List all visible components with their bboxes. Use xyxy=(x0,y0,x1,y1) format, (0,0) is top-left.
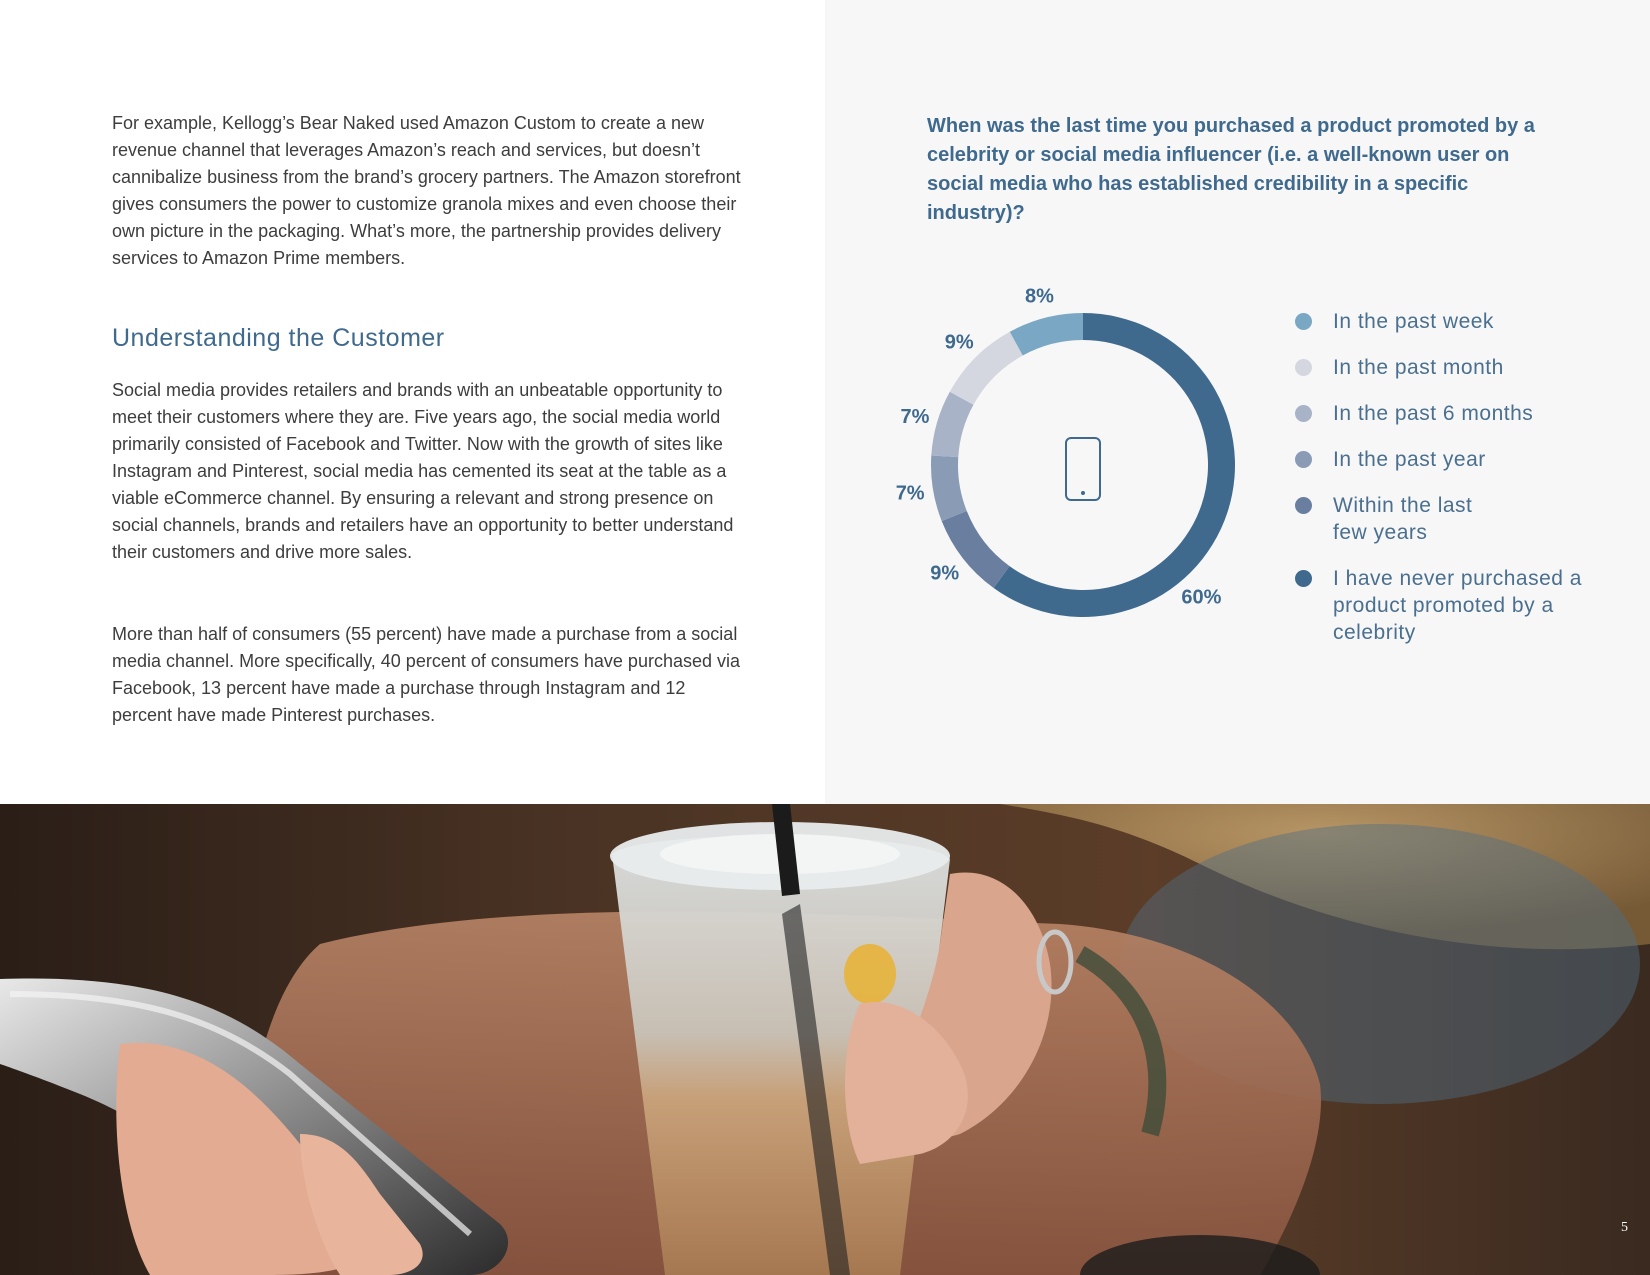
donut-label-5: 9% xyxy=(930,562,960,585)
chart-legend xyxy=(1292,308,1592,665)
legend-dot-icon xyxy=(1295,405,1312,422)
legend-dot-icon xyxy=(1295,497,1312,514)
legend-label: In the past week xyxy=(1333,310,1494,333)
legend-dot-icon xyxy=(1295,451,1312,468)
donut-label-1: 8% xyxy=(1025,285,1054,308)
donut-label-4: 7% xyxy=(895,482,925,505)
legend-item-4 xyxy=(1292,446,1592,473)
donut-slice-6 xyxy=(994,313,1235,617)
legend-item-3 xyxy=(1292,400,1592,427)
legend-item-2 xyxy=(1292,354,1592,381)
legend-dot-icon xyxy=(1295,359,1312,376)
paragraph-social-media: Social media provides retailers and brands with an unbeatable opportunity to meet their customers where they are. Five years ago, the social media world primarily consisted of Facebook and Twitter. Now with the growth of sites like Instagram and Pinterest, social media has cemented its seat at the table as a viable eCommerce channel. By ensuring a relevant and strong presence on social channels, brands and retailers have an opportunity to better understand their customers and drive more sales. xyxy=(112,380,734,562)
donut-label-2: 9% xyxy=(944,331,974,354)
donut-slice-3 xyxy=(931,392,973,457)
paragraph-bear-naked: For example, Kellogg’s Bear Naked used Amazon Custom to create a new revenue channel that leverages Amazon’s reach and services, but doesn’t cannibalize business from the brand’s grocery partners. The Amazon storefront gives consumers the power to customize granola mixes and even choose their own picture in the packaging. What’s more, the partnership provides delivery services to Amazon Prime members. xyxy=(112,113,741,268)
legend-item-5 xyxy=(1292,492,1592,546)
smartphone-icon xyxy=(1066,438,1100,500)
legend-item-1 xyxy=(1292,308,1592,335)
chart-title: When was the last time you purchased a product promoted by a celebrity or social media influencer (i.e. a well-known user on social media who has established credibility in a specific industry)? xyxy=(927,115,1535,224)
page-number: 5 xyxy=(1621,1220,1628,1235)
donut-label-6: 60% xyxy=(1181,586,1222,609)
legend-label: Within the last few years xyxy=(1333,494,1473,544)
legend-dot-icon xyxy=(1295,570,1312,587)
legend-label: I have never purchased a product promoted by a celebrity xyxy=(1333,567,1582,644)
donut-slice-4 xyxy=(931,455,967,520)
donut-chart xyxy=(875,270,1285,650)
legend-dot-icon xyxy=(1295,313,1312,330)
legend-item-6 xyxy=(1292,565,1592,646)
donut-slice-1 xyxy=(1010,313,1083,355)
legend-label: In the past year xyxy=(1333,448,1486,471)
hand-holding-phone-and-iced-coffee-photo xyxy=(0,804,1650,1275)
legend-label: In the past month xyxy=(1333,356,1504,379)
donut-label-3: 7% xyxy=(900,406,930,429)
legend-label: In the past 6 months xyxy=(1333,402,1534,425)
section-heading: Understanding the Customer xyxy=(112,324,445,352)
paragraph-purchase-stats: More than half of consumers (55 percent) have made a purchase from a social media channel. More specifically, 40 percent of consumers have purchased via Facebook, 13 percent have made a purchase through Instagram and 12 percent have made Pinterest purchases. xyxy=(112,624,740,725)
